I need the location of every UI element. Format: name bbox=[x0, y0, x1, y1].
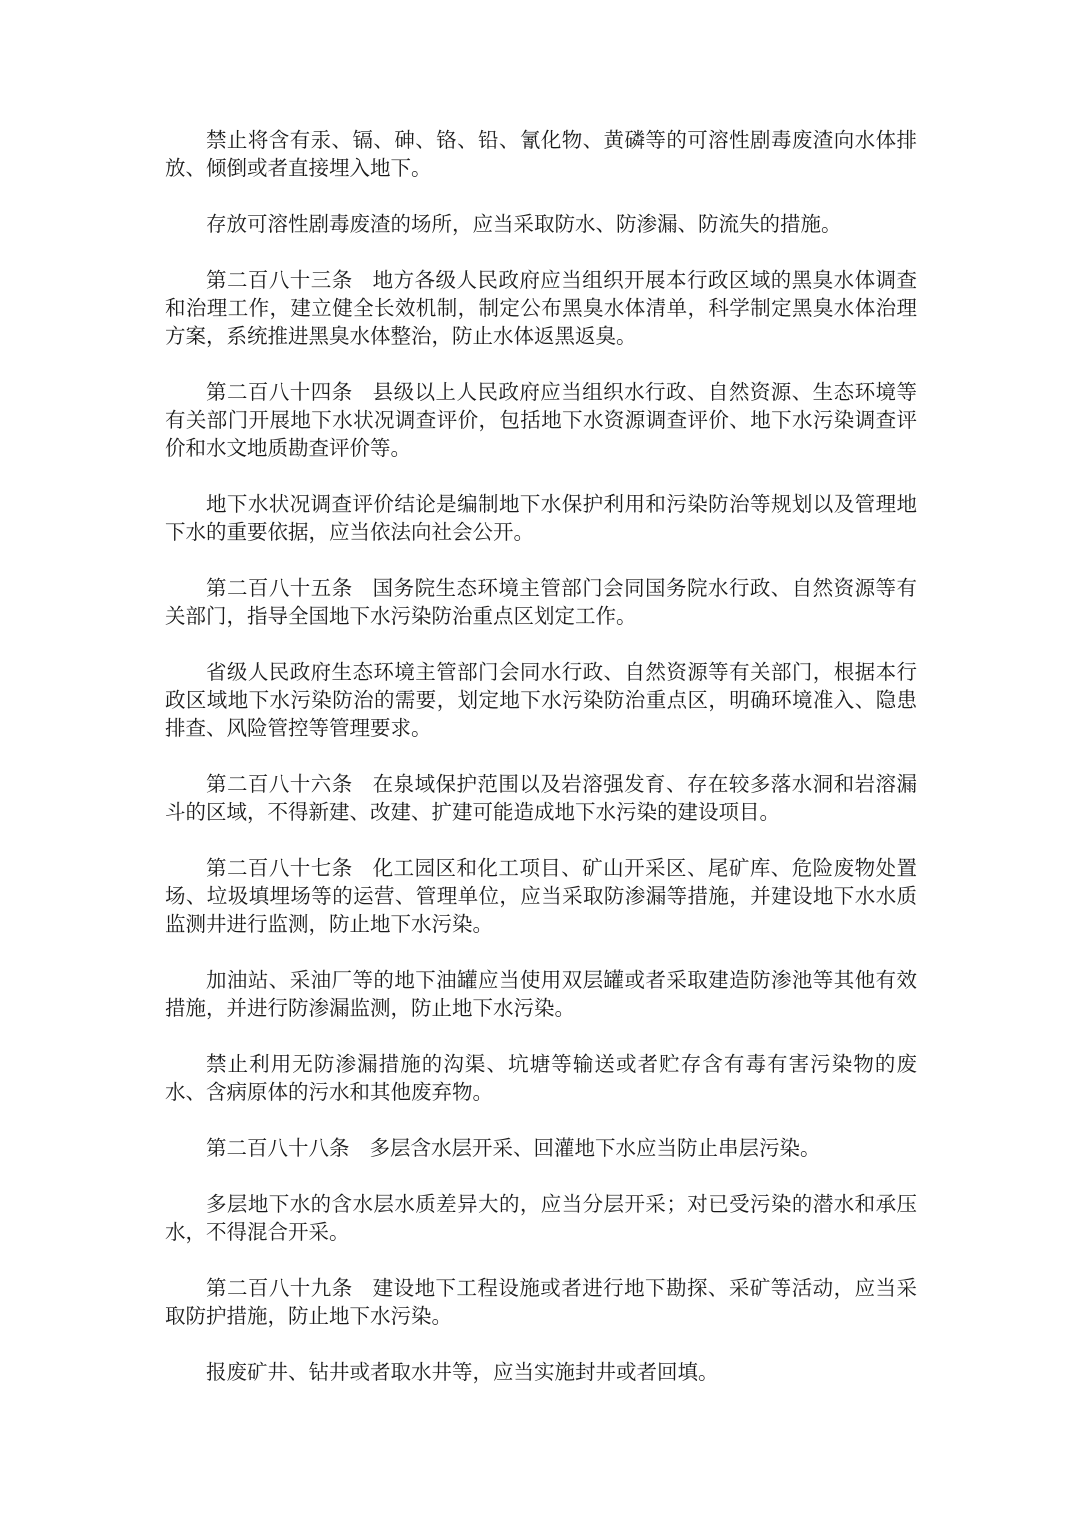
paragraph bbox=[165, 1190, 917, 1246]
paragraph-text: 县级以上人民政府应当组织水行政、自然资源、生态环境等有关部门开展地下水状况调查评价，包括地下水资源调查评价、地下水污染调查评价和水文地质勘查评价等。 bbox=[165, 380, 917, 460]
paragraph bbox=[165, 1050, 917, 1106]
paragraph bbox=[165, 1358, 917, 1386]
paragraph-text: 报废矿井、钻井或者取水井等，应当实施封井或者回填。 bbox=[206, 1360, 719, 1384]
paragraph-text: 加油站、采油厂等的地下油罐应当使用双层罐或者采取建造防渗池等其他有效措施，并进行防渗漏监测，防止地下水污染。 bbox=[165, 968, 917, 1020]
article-number: 第二百八十四条 bbox=[206, 380, 353, 404]
paragraph-text: 省级人民政府生态环境主管部门会同水行政、自然资源等有关部门，根据本行政区域地下水污染防治的需要，划定地下水污染防治重点区，明确环境准入、隐患排查、风险管控等管理要求。 bbox=[165, 660, 917, 740]
article-number: 第二百八十六条 bbox=[206, 772, 353, 796]
paragraph bbox=[165, 658, 917, 742]
paragraph bbox=[165, 490, 917, 546]
article-286 bbox=[165, 770, 917, 826]
paragraph bbox=[165, 126, 917, 182]
paragraph-text: 存放可溶性剧毒废渣的场所，应当采取防水、防渗漏、防流失的措施。 bbox=[206, 212, 842, 236]
article-287 bbox=[165, 854, 917, 938]
paragraph-text: 国务院生态环境主管部门会同国务院水行政、自然资源等有关部门，指导全国地下水污染防治重点区划定工作。 bbox=[165, 576, 917, 628]
paragraph bbox=[165, 966, 917, 1022]
article-number: 第二百八十五条 bbox=[206, 576, 353, 600]
paragraph-text: 多层地下水的含水层水质差异大的，应当分层开采；对已受污染的潜水和承压水，不得混合开采。 bbox=[165, 1192, 917, 1244]
paragraph bbox=[165, 210, 917, 238]
paragraph-text: 建设地下工程设施或者进行地下勘探、采矿等活动，应当采取防护措施，防止地下水污染。 bbox=[165, 1276, 917, 1328]
paragraph-text: 地方各级人民政府应当组织开展本行政区域的黑臭水体调查和治理工作，建立健全长效机制，制定公布黑臭水体清单，科学制定黑臭水体治理方案，系统推进黑臭水体整治，防止水体返黑返臭。 bbox=[165, 268, 917, 348]
paragraph-text: 化工园区和化工项目、矿山开采区、尾矿库、危险废物处置场、垃圾填埋场等的运营、管理单位，应当采取防渗漏等措施，并建设地下水水质监测井进行监测，防止地下水污染。 bbox=[165, 856, 917, 936]
paragraph-text: 在泉域保护范围以及岩溶强发育、存在较多落水洞和岩溶漏斗的区域，不得新建、改建、扩建可能造成地下水污染的建设项目。 bbox=[165, 772, 917, 824]
article-number: 第二百八十三条 bbox=[206, 268, 353, 292]
article-number: 第二百八十九条 bbox=[206, 1276, 353, 1300]
article-number: 第二百八十七条 bbox=[206, 856, 353, 880]
paragraph-text: 多层含水层开采、回灌地下水应当防止串层污染。 bbox=[369, 1136, 821, 1160]
article-283 bbox=[165, 266, 917, 350]
article-285 bbox=[165, 574, 917, 630]
paragraph-text: 地下水状况调查评价结论是编制地下水保护利用和污染防治等规划以及管理地下水的重要依据，应当依法向社会公开。 bbox=[165, 492, 917, 544]
document-body bbox=[165, 126, 917, 1414]
article-number: 第二百八十八条 bbox=[206, 1136, 350, 1160]
article-284 bbox=[165, 378, 917, 462]
paragraph-text: 禁止将含有汞、镉、砷、铬、铅、氰化物、黄磷等的可溶性剧毒废渣向水体排放、倾倒或者直接埋入地下。 bbox=[165, 128, 917, 180]
paragraph-text: 禁止利用无防渗漏措施的沟渠、坑塘等输送或者贮存含有毒有害污染物的废水、含病原体的污水和其他废弃物。 bbox=[165, 1052, 917, 1104]
article-289 bbox=[165, 1274, 917, 1330]
article-288 bbox=[165, 1134, 917, 1162]
